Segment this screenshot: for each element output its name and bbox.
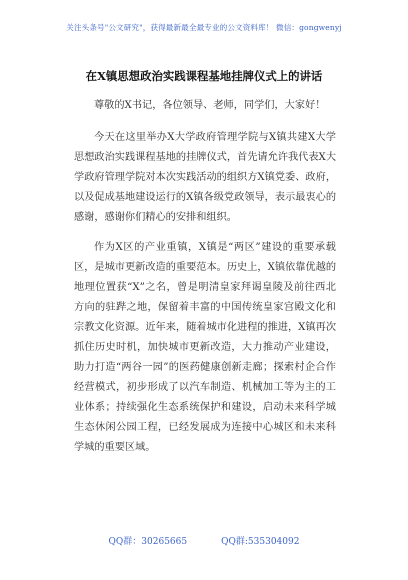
footer: [0, 534, 408, 547]
paragraph: 今天在这里举办X大学政府管理学院与X镇共建X大学思想政治实践课程基地的挂牌仪式，首先请允许我代表X大学政府管理学院对本次实践活动的组织方X镇党委、政府，以及促成基地建设运行的X镇各级党政领导，表示最衷心的感谢，感谢你们精心的安排和组织。: [74, 132, 336, 223]
footer-qq-group-2: QQ群:535304092: [221, 537, 300, 547]
header-note: 关注头条号"公文研究"，获得最新最全最专业的公文资料库！ 微信：gongwenyj: [66, 23, 342, 32]
footer-qq-group-1: QQ群：30265665: [108, 537, 188, 547]
document-title: 在X镇思想政治实践课程基地挂牌仪式上的讲话: [85, 69, 323, 83]
greeting: 尊敬的X书记，各位领导、老师，同学们，大家好！: [94, 100, 326, 111]
paragraph: 作为X区的产业重镇，X镇是“两区”建设的重要承载区，是城市更新改造的重要范本。历史上，X镇依靠优越的地理位置获“X”之名，曾是明清皇家拜谒皇陵及前往西北方向的驻跸之地，保留着丰富的中国传统皇家宫殿文化和宗教文化资源。近年来，随着城市化进程的推进，X镇再次抓住历史时机，加快城市更新改造，大力推动产业建设，助力打造“两谷一园”的医药健康创新走廊；探索村企合作经营模式，初步形成了以汽车制造、机械加工等为主的工业体系；持续强化生态系统保护和建设，启动未来科学城生态休闲公园工程，已经发展成为连接中心城区和未来科学城的重要区域。: [74, 242, 336, 453]
